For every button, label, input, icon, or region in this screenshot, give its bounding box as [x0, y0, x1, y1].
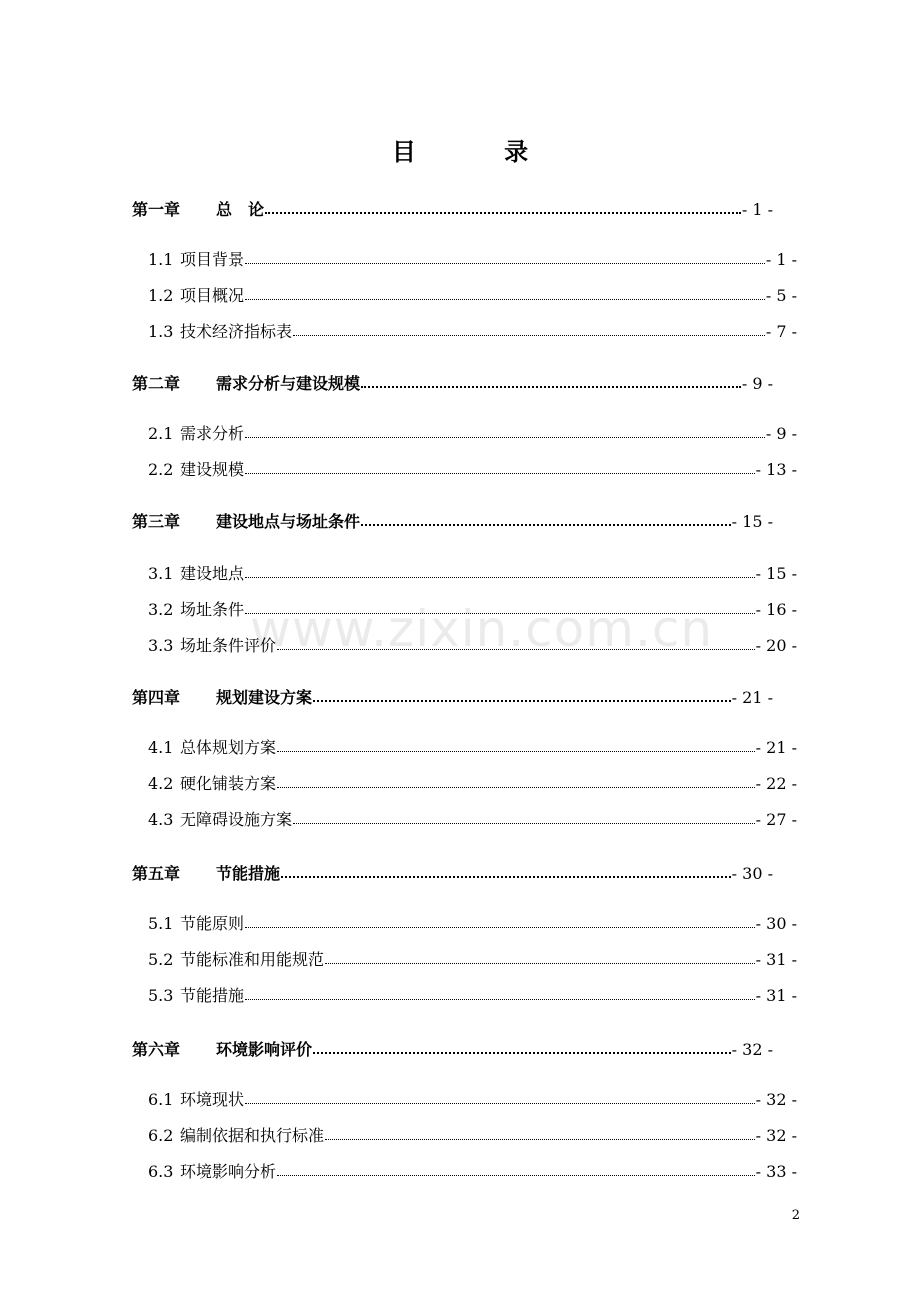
toc-dot-leader: [325, 961, 755, 964]
toc-chapter-number: 第四章: [132, 688, 181, 707]
toc-dot-leader: [245, 261, 765, 264]
toc-section-title: 建设规模: [180, 460, 245, 479]
toc-dot-leader: [313, 698, 731, 702]
toc-chapter-number: 第三章: [132, 512, 181, 531]
toc-section-title: 环境现状: [180, 1090, 245, 1109]
toc-section-row[interactable]: [148, 634, 797, 658]
toc-chapter-number: 第六章: [132, 1040, 181, 1059]
toc-chapter-title: 需求分析与建设规模: [216, 374, 361, 393]
toc-page-reference: - 32 -: [755, 1090, 797, 1109]
toc-section-title: 节能措施: [180, 986, 245, 1005]
toc-section-row[interactable]: [148, 458, 797, 482]
toc-dot-leader: [361, 522, 731, 526]
toc-page-reference: - 31 -: [755, 950, 797, 969]
toc-page-reference: - 5 -: [765, 286, 797, 305]
toc-chapter-row[interactable]: [132, 686, 773, 710]
toc-chapter-number: 第五章: [132, 864, 181, 883]
toc-page-reference: - 9 -: [741, 374, 773, 393]
toc-section-title: 无障碍设施方案: [180, 810, 293, 829]
toc-section-number: 6.1: [148, 1090, 174, 1109]
toc-chapter-title: 建设地点与场址条件: [216, 512, 361, 531]
toc-page-reference: - 22 -: [755, 774, 797, 793]
toc-heading: 目 录: [391, 138, 569, 166]
toc-section-row[interactable]: [148, 422, 797, 446]
toc-section-title: 建设地点: [180, 564, 245, 583]
toc-section-number: 5.1: [148, 914, 174, 933]
toc-section-row[interactable]: [148, 912, 797, 936]
toc-page-reference: - 1 -: [765, 250, 797, 269]
toc-section-title: 环境影响分析: [180, 1162, 277, 1181]
toc-section-number: 3.2: [148, 600, 174, 619]
toc-section-title: 项目背景: [180, 250, 245, 269]
toc-chapter-title: 节能措施: [216, 864, 281, 883]
toc-chapter-number: 第二章: [132, 374, 181, 393]
toc-page-reference: - 31 -: [755, 986, 797, 1005]
toc-chapter-title: 总 论: [216, 200, 265, 219]
toc-section-number: 1.2: [148, 286, 174, 305]
toc-dot-leader: [245, 1101, 755, 1104]
watermark-text: www.zixin.com.cn: [250, 600, 714, 658]
toc-dot-leader: [245, 297, 765, 300]
toc-section-number: 1.1: [148, 250, 174, 269]
toc-section-number: 5.3: [148, 986, 174, 1005]
toc-section-title: 技术经济指标表: [180, 322, 293, 341]
toc-section-number: 4.3: [148, 810, 174, 829]
toc-page-reference: - 27 -: [755, 810, 797, 829]
toc-dot-leader: [245, 435, 765, 438]
toc-section-row[interactable]: [148, 736, 797, 760]
toc-chapter-row[interactable]: [132, 198, 773, 222]
toc-section-title: 编制依据和执行标准: [180, 1126, 325, 1145]
toc-dot-leader: [277, 647, 755, 650]
toc-section-number: 2.1: [148, 424, 174, 443]
toc-section-number: 3.3: [148, 636, 174, 655]
toc-section-row[interactable]: [148, 598, 797, 622]
toc-dot-leader: [265, 210, 741, 214]
toc-dot-leader: [277, 1173, 755, 1176]
page-number: 2: [791, 1208, 800, 1223]
toc-chapter-row[interactable]: [132, 1038, 773, 1062]
toc-section-row[interactable]: [148, 320, 797, 344]
toc-section-number: 6.3: [148, 1162, 174, 1181]
toc-section-number: 5.2: [148, 950, 174, 969]
toc-page-reference: - 30 -: [755, 914, 797, 933]
toc-dot-leader: [245, 925, 755, 928]
toc-page-reference: - 21 -: [731, 688, 773, 707]
toc-section-row[interactable]: [148, 1160, 797, 1184]
toc-section-row[interactable]: [148, 1124, 797, 1148]
toc-chapter-number: 第一章: [132, 200, 181, 219]
toc-section-number: 2.2: [148, 460, 174, 479]
toc-dot-leader: [361, 384, 741, 388]
toc-dot-leader: [245, 997, 755, 1000]
toc-chapter-row[interactable]: [132, 372, 773, 396]
toc-section-number: 4.2: [148, 774, 174, 793]
toc-section-row[interactable]: [148, 808, 797, 832]
toc-dot-leader: [277, 785, 755, 788]
toc-dot-leader: [277, 749, 755, 752]
toc-section-row[interactable]: [148, 1088, 797, 1112]
toc-section-row[interactable]: [148, 772, 797, 796]
toc-dot-leader: [325, 1137, 755, 1140]
toc-section-row[interactable]: [148, 984, 797, 1008]
toc-page-reference: - 15 -: [731, 512, 773, 531]
toc-dot-leader: [245, 611, 755, 614]
toc-page-reference: - 16 -: [755, 600, 797, 619]
toc-page-reference: - 9 -: [765, 424, 797, 443]
toc-page-reference: - 13 -: [755, 460, 797, 479]
toc-dot-leader: [245, 575, 755, 578]
toc-page-reference: - 15 -: [755, 564, 797, 583]
toc-page-reference: - 30 -: [731, 864, 773, 883]
toc-section-row[interactable]: [148, 284, 797, 308]
toc-section-row[interactable]: [148, 562, 797, 586]
toc-section-row[interactable]: [148, 248, 797, 272]
toc-section-number: 6.2: [148, 1126, 174, 1145]
toc-page-reference: - 32 -: [731, 1040, 773, 1059]
toc-section-title: 总体规划方案: [180, 738, 277, 757]
toc-page-reference: - 33 -: [755, 1162, 797, 1181]
toc-dot-leader: [313, 1050, 731, 1054]
toc-chapter-title: 环境影响评价: [216, 1040, 313, 1059]
toc-chapter-title: 规划建设方案: [216, 688, 313, 707]
toc-dot-leader: [281, 874, 731, 878]
toc-section-title: 节能原则: [180, 914, 245, 933]
toc-chapter-row[interactable]: [132, 510, 773, 534]
toc-section-title: 场址条件评价: [180, 636, 277, 655]
toc-dot-leader: [245, 471, 755, 474]
toc-page-reference: - 21 -: [755, 738, 797, 757]
toc-section-title: 硬化铺装方案: [180, 774, 277, 793]
toc-section-number: 3.1: [148, 564, 174, 583]
toc-page-reference: - 32 -: [755, 1126, 797, 1145]
toc-section-title: 节能标准和用能规范: [180, 950, 325, 969]
toc-section-title: 场址条件: [180, 600, 245, 619]
toc-section-title: 需求分析: [180, 424, 245, 443]
toc-page-reference: - 20 -: [755, 636, 797, 655]
toc-dot-leader: [293, 333, 765, 336]
toc-section-number: 1.3: [148, 322, 174, 341]
toc-page-reference: - 7 -: [765, 322, 797, 341]
toc-section-number: 4.1: [148, 738, 174, 757]
toc-section-row[interactable]: [148, 948, 797, 972]
toc-chapter-row[interactable]: [132, 862, 773, 886]
toc-section-title: 项目概况: [180, 286, 245, 305]
toc-page-reference: - 1 -: [741, 200, 773, 219]
toc-dot-leader: [293, 821, 755, 824]
